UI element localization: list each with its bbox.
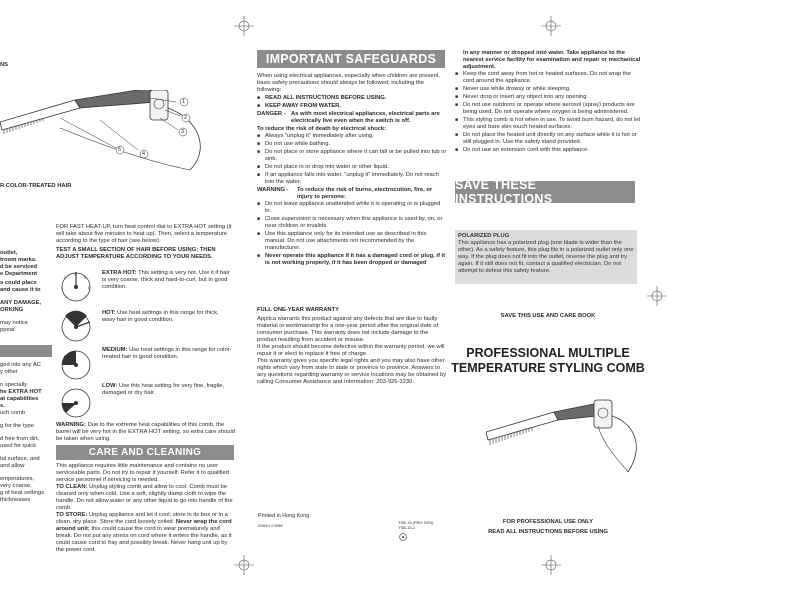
- polarized-plug-box: [455, 230, 637, 284]
- read-all-note: READ ALL INSTRUCTIONS BEFORE USING: [488, 529, 608, 535]
- safeguards-continued: [455, 50, 643, 155]
- margin-line: n specially: [0, 382, 28, 388]
- burn-item: ■ Do not leave appliance unattended while it is operating or is plugged in.: [257, 201, 447, 215]
- margin-line: s could place: [0, 280, 37, 286]
- polarized-title: POLARIZED PLUG: [458, 233, 510, 239]
- shock-heading: To reduce the risk of death by electrical shock:: [257, 126, 387, 132]
- margin-line: outlet,: [0, 250, 18, 256]
- callout-3: 3: [181, 129, 184, 135]
- polarized-text: This appliance has a polarized plug (one blade is wider than the other). As a safety feature, this plug fits in a polarized outlet only one way. If the plug does not fit into the outlet, reverse the plug and try again. If it still does not fit, contact a qualified electrician. Do not attempt to defeat this safety feature.: [458, 240, 634, 274]
- margin-line: may notice: [0, 320, 29, 326]
- recycle-icon: [399, 533, 407, 541]
- safeguards-content: [257, 73, 447, 268]
- margin-fragments: [0, 250, 54, 334]
- margin-line: troom marks.: [0, 257, 37, 263]
- setting-text: Use heat settings in this range for color-treated hair in good condition.: [102, 347, 232, 360]
- heat-warning-title: WARNING:: [56, 422, 86, 428]
- margin-line: emperatures,: [0, 476, 35, 482]
- safeguard-item: ■ READ ALL INSTRUCTIONS BEFORE USING.: [257, 95, 447, 102]
- shock-list: [257, 133, 447, 186]
- shock-item: ■ Do not place in or drop into water or other liquid.: [257, 164, 447, 171]
- setting-extra-hot: [102, 270, 232, 291]
- setting-text: Use this heat setting for very fine, fragile, damaged or dry hair.: [102, 383, 225, 396]
- shock-item: ■ Do not place or store appliance where it can fall or be pulled into tub or sink.: [257, 149, 447, 163]
- save-instructions-banner: SAVE THESE INSTRUCTIONS: [455, 181, 635, 203]
- safeguard-item: ■ This styling comb is hot when in use. To avoid burn hazard, do not let eyes and bare skin touch heated surfaces.: [455, 117, 643, 131]
- registration-mark-bottom-right: [541, 555, 561, 575]
- burn-item-never: ■ Never operate this appliance if it has a damaged cord or plug, if it is not working properly, if it has been dropped or damaged: [257, 253, 447, 267]
- svg-text:6: 6: [88, 286, 90, 290]
- professional-use-note: FOR PROFESSIONAL USE ONLY: [502, 519, 594, 525]
- svg-text:7: 7: [84, 295, 86, 299]
- setting-title: EXTRA HOT:: [102, 270, 137, 276]
- dial-medium: [56, 346, 96, 382]
- callout-2: 2: [184, 115, 187, 121]
- registration-mark-top-right: [541, 16, 561, 36]
- margin-line: he EXTRA HOT: [0, 389, 42, 395]
- save-book-note: SAVE THIS USE AND CARE BOOK: [500, 313, 596, 319]
- print-code-right-2: TSB-15-2: [398, 525, 416, 530]
- cover-comb-illustration: [486, 398, 646, 480]
- safeguards-continued-list: [455, 71, 643, 154]
- margin-line: ged into any AC: [0, 362, 41, 368]
- margin-line: e Department: [0, 271, 38, 277]
- margin-line: ppear.: [0, 327, 17, 333]
- continuation-text: in any manner or dropped into water. Take appliance to the nearest service facility for examination and repair or mechanical adjustment.: [463, 50, 641, 70]
- care-intro: This appliance requires little maintenance and contains no user serviceable parts. Do not try to repair it yourself. Refer it to qualified service personnel if servicing is needed.: [56, 463, 230, 483]
- warranty-para-3: This warranty gives you specific legal rights and you may also have other rights which vary from state to state or province to province. Answers to any questions regarding warranty or service locations may be obtained by calling Consumer Assistance and Information: 203-926-3230.: [257, 358, 447, 385]
- svg-text:3: 3: [64, 276, 66, 280]
- safeguard-item: ■ KEEP AWAY FROM WATER.: [257, 103, 447, 110]
- care-store-text: Unplug appliance and let it cool; store in its box or in a clean, dry place. Store the cord loosely coiled.: [56, 512, 228, 525]
- warranty-para-1: Applica warrants this product against any defects that are due to faulty material or workmanship for a one-year period after the original date of consumer purchase. This warranty does not include damage to the product resulting from accident or misuse.: [257, 316, 439, 343]
- print-code-right-1: TSB-15 (PRO SEN): [398, 520, 434, 525]
- heat-test-note: TEST A SMALL SECTION OF HAIR BEFORE USING; THEN ADJUST TEMPERATURE ACCORDING TO YOUR NEEDS.: [56, 247, 216, 260]
- warranty-title: FULL ONE-YEAR WARRANTY: [257, 307, 340, 313]
- setting-text: This setting is very hot. Use it if hair is very coarse, thick and hard-to-curl, but in good condition.: [102, 270, 230, 290]
- product-title-line-1: PROFESSIONAL MULTIPLE: [466, 346, 630, 360]
- burn-list: [257, 201, 447, 267]
- care-store-bold: Never wrap the cord around unit;: [56, 519, 232, 532]
- warning-text: To reduce the risk of burns, electrocution, fire, or injury to persons:: [297, 187, 433, 200]
- heat-warning: [56, 422, 236, 443]
- margin-line: d be serviced: [0, 264, 38, 270]
- danger-block: [257, 111, 447, 125]
- burn-item: ■ Close supervision is necessary when this appliance is used by, on, or near children or invalids.: [257, 216, 447, 230]
- safeguards-banner: IMPORTANT SAFEGUARDS: [257, 50, 445, 68]
- danger-label: DANGER -: [257, 111, 286, 117]
- margin-line: ANY DAMAGE,: [0, 300, 42, 306]
- warning-label: WARNING -: [257, 187, 289, 193]
- margin-line: used for quick: [0, 443, 37, 449]
- warning-block: [257, 187, 447, 201]
- margin-line: g of heat settings: [0, 490, 45, 496]
- safeguard-item: ■ Do not place the heated unit directly on any surface while it is hot or still plugged in. Use the safety stand provided.: [455, 132, 643, 146]
- margin-line: thicknesses: [0, 497, 31, 503]
- margin-line: g for the type: [0, 423, 34, 429]
- heat-warning-text: Due to the extreme heat capabilities of this comb, the barrel will be very hot in the EXTRA HOT setting, so extra care should be taken when using.: [56, 422, 236, 442]
- care-clean-title: TO CLEAN:: [56, 484, 88, 490]
- margin-line: uch comb: [0, 410, 26, 416]
- margin-line: and allow: [0, 463, 25, 469]
- danger-text: As with most electrical appliances, electrical parts are electrically live even when the switch is off.: [291, 111, 440, 124]
- shock-item: ■ If an appliance falls into water, "unplug it" immediately. Do not reach into the water.: [257, 172, 447, 186]
- safeguards-top-list: [257, 95, 447, 110]
- margin-line: s.: [0, 403, 5, 409]
- product-title: [448, 346, 648, 376]
- heat-intro: FOR FAST HEAT-UP, turn heat control dial to EXTRA HOT setting (it will take about five minutes to heat up). Then, select a temperature according to the type of hair (see below).: [56, 224, 232, 244]
- product-title-line-2: TEMPERATURE STYLING COMB: [451, 361, 645, 375]
- margin-line: tal surface, and: [0, 456, 40, 462]
- safeguard-item: ■ Never drop or insert any object into any opening.: [455, 94, 643, 101]
- margin-line: y other: [0, 369, 18, 375]
- shock-item: ■ Always "unplug it" immediately after using.: [257, 133, 447, 140]
- safeguard-item: ■ Do not use outdoors or operate where aerosol (spray) products are being used. Do not operate where oxygen is being administered.: [455, 102, 643, 116]
- printed-in: Printed in Hong Kong: [258, 513, 310, 519]
- setting-title: MEDIUM:: [102, 347, 128, 353]
- registration-mark-top-left: [234, 16, 254, 36]
- dial-extra-hot: [56, 268, 96, 304]
- dial-low: [56, 384, 96, 420]
- safeguards-intro: When using electrical appliances, especially when children are present, basic safety precautions should always be followed, including the following:: [257, 73, 441, 93]
- margin-line: very coarse,: [0, 483, 32, 489]
- warranty-body: [257, 316, 447, 386]
- care-store-title: TO STORE:: [56, 512, 88, 518]
- illustration-caption: R COLOR-TREATED HAIR: [0, 183, 72, 189]
- print-code-left: 2060/1 0.5/98: [258, 523, 283, 528]
- styling-comb-illustration: [0, 90, 210, 172]
- shock-item: ■ Do not use while bathing.: [257, 141, 447, 148]
- callout-1: 1: [182, 99, 185, 105]
- setting-text: Use heat settings in this range for thick, wavy hair in good condition.: [102, 310, 219, 323]
- margin-line: d free from dirt,: [0, 436, 40, 442]
- setting-title: LOW:: [102, 383, 118, 389]
- left-banner-fragment: [0, 345, 52, 357]
- care-banner: CARE AND CLEANING: [56, 445, 234, 460]
- dial-hot: [56, 308, 96, 344]
- callout-5: 5: [118, 147, 121, 153]
- burn-item: ■ Use this appliance only for its intended use as described in this manual. Do not use attachments not recommended by the manufacturer.: [257, 231, 447, 252]
- margin-line: and cause it to: [0, 287, 41, 293]
- svg-text:4: 4: [74, 272, 76, 276]
- registration-mark-bottom-left: [234, 555, 254, 575]
- setting-medium: [102, 347, 232, 361]
- setting-low: [102, 383, 232, 397]
- svg-text:1: 1: [65, 295, 67, 299]
- margin-fragments-2: [0, 362, 54, 504]
- callout-4: 4: [142, 151, 145, 157]
- safeguard-item: ■ Keep the cord away from hot or heated surfaces. Do not wrap the cord around the appliance.: [455, 71, 643, 85]
- margin-line: ORKING: [0, 307, 24, 313]
- warranty-para-2: If the product should become defective within the warranty period, we will repair it or elect to replace it free of charge.: [257, 344, 445, 357]
- care-clean-text: Unplug styling comb and allow to cool. Comb must be cleaned only when cold. Use a soft, slightly damp cloth to wipe the handle. Do not allow water or any other liquid to go into handle of the comb.: [56, 484, 233, 511]
- safeguard-item: ■ Never use while drowsy or while sleeping.: [455, 86, 643, 93]
- margin-line: at capabilities: [0, 396, 39, 402]
- svg-text:2: 2: [61, 286, 63, 290]
- svg-text:5: 5: [84, 276, 86, 280]
- registration-mark-right: [647, 286, 667, 306]
- setting-title: HOT:: [102, 310, 116, 316]
- care-store-text-2: this could cause the cord to wear prematurely and break. Do not put any stress on cord where it enters the handle, as it could cause cord to fray and possibly break. Never hang unit up by the power cord.: [56, 526, 232, 553]
- care-section: [56, 463, 236, 554]
- header-fragment: NS: [0, 62, 9, 68]
- safeguard-item: ■ Do not use an extension cord with this appliance.: [455, 147, 643, 154]
- setting-hot: [102, 310, 232, 324]
